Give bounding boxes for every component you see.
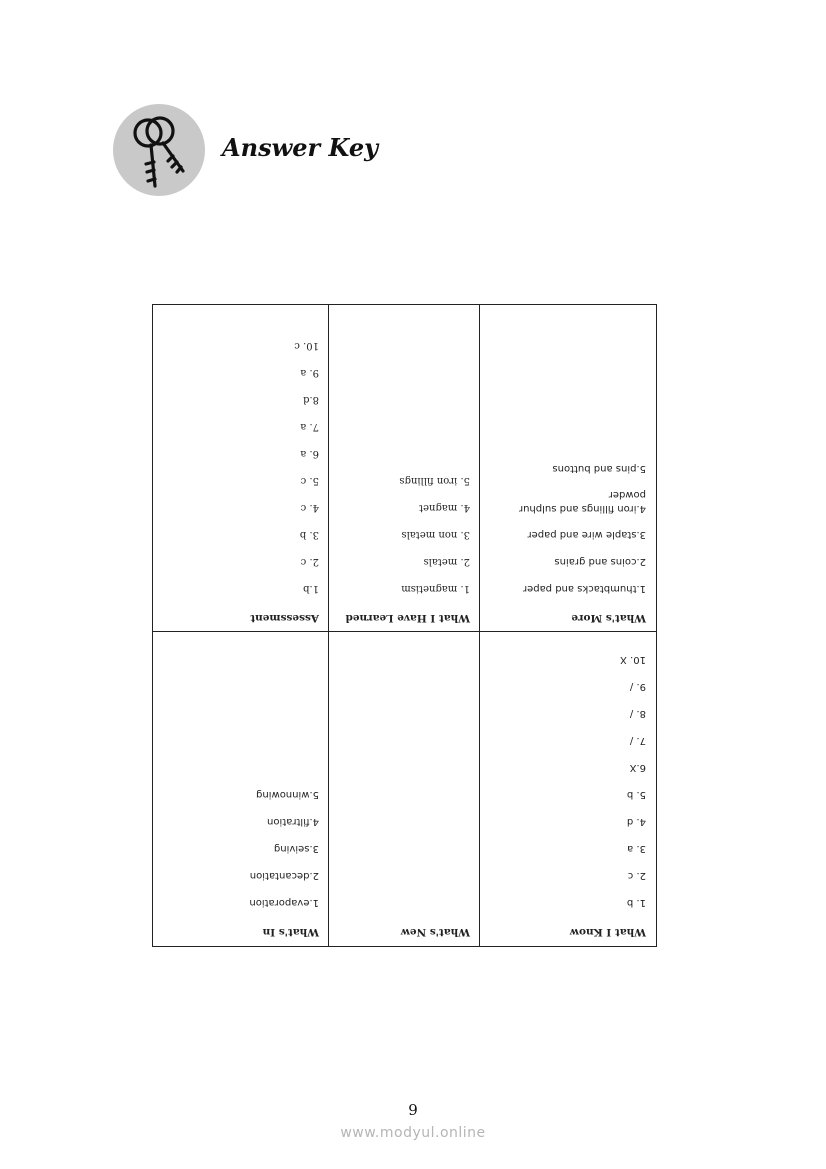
section-heading: What's New: [400, 926, 470, 938]
cell-assessment: [151, 303, 329, 632]
list-item: 4. c: [300, 502, 319, 513]
cell-what-i-have-learned: [329, 303, 480, 632]
list-item: 1.thumbtacks and paper: [522, 583, 646, 594]
list-item: 1. b: [626, 897, 646, 908]
list-item: 5.winnowing: [256, 789, 319, 800]
list-item: 5. c: [300, 475, 319, 486]
section-heading: What's In: [262, 926, 319, 938]
list-item: 1. magnetism: [401, 583, 470, 594]
list-item: 2. c: [300, 556, 319, 567]
list-item: 2.decantation: [249, 870, 319, 881]
page-number: 9: [408, 1101, 418, 1119]
list-item: 4.iron fillings and sulphur powder: [518, 489, 646, 514]
list-item: 3.staple wire and paper: [527, 529, 646, 540]
list-item: 2.coins and grains: [554, 556, 646, 567]
watermark: www.modyul.online: [340, 1125, 486, 1141]
list-item: 1.b: [303, 583, 319, 594]
list-item: 9. /: [629, 681, 646, 692]
list-item: 3. a: [627, 843, 646, 854]
list-item: 8. /: [629, 708, 646, 719]
cell-whats-new: [329, 632, 480, 946]
list-item: 4.filtration: [267, 816, 319, 827]
keys-icon: [113, 104, 205, 196]
section-heading: Assessment: [250, 612, 319, 624]
list-item: 8.d: [303, 394, 319, 405]
list-item: 2. c: [627, 870, 646, 881]
section-heading: What I Have Learned: [345, 612, 470, 624]
list-item: 4. d: [626, 816, 646, 827]
list-item: 5. b: [626, 789, 646, 800]
list-item: 3. b: [299, 529, 319, 540]
page-title: Answer Key: [222, 133, 379, 162]
section-heading: What's More: [571, 612, 646, 624]
list-item: 5. iron fillings: [399, 475, 470, 486]
list-item: 9. a: [300, 367, 319, 378]
list-item: 6. a: [300, 448, 319, 459]
list-item: 7. a: [300, 421, 319, 432]
list-item: 10. c: [294, 340, 319, 351]
cell-whats-more: [480, 303, 656, 632]
list-item: 2. metals: [423, 556, 470, 567]
list-item: 4. magnet: [419, 502, 470, 513]
list-item: 5.pins and buttons: [552, 463, 646, 474]
answer-key-table-rotated: [152, 304, 657, 947]
list-item: 3. non metals: [401, 529, 470, 540]
list-item: 1.evaporation: [249, 897, 319, 908]
cell-whats-in: [151, 632, 329, 946]
answer-key-badge: [113, 104, 205, 196]
list-item: 7. /: [629, 735, 646, 746]
list-item: 10. X: [620, 654, 646, 665]
list-item: 3.seiving: [273, 843, 319, 854]
section-heading: What I Know: [569, 926, 646, 938]
answer-key-table: [152, 304, 657, 947]
cell-what-i-know: [480, 632, 656, 946]
list-item: 6.X: [629, 762, 646, 773]
